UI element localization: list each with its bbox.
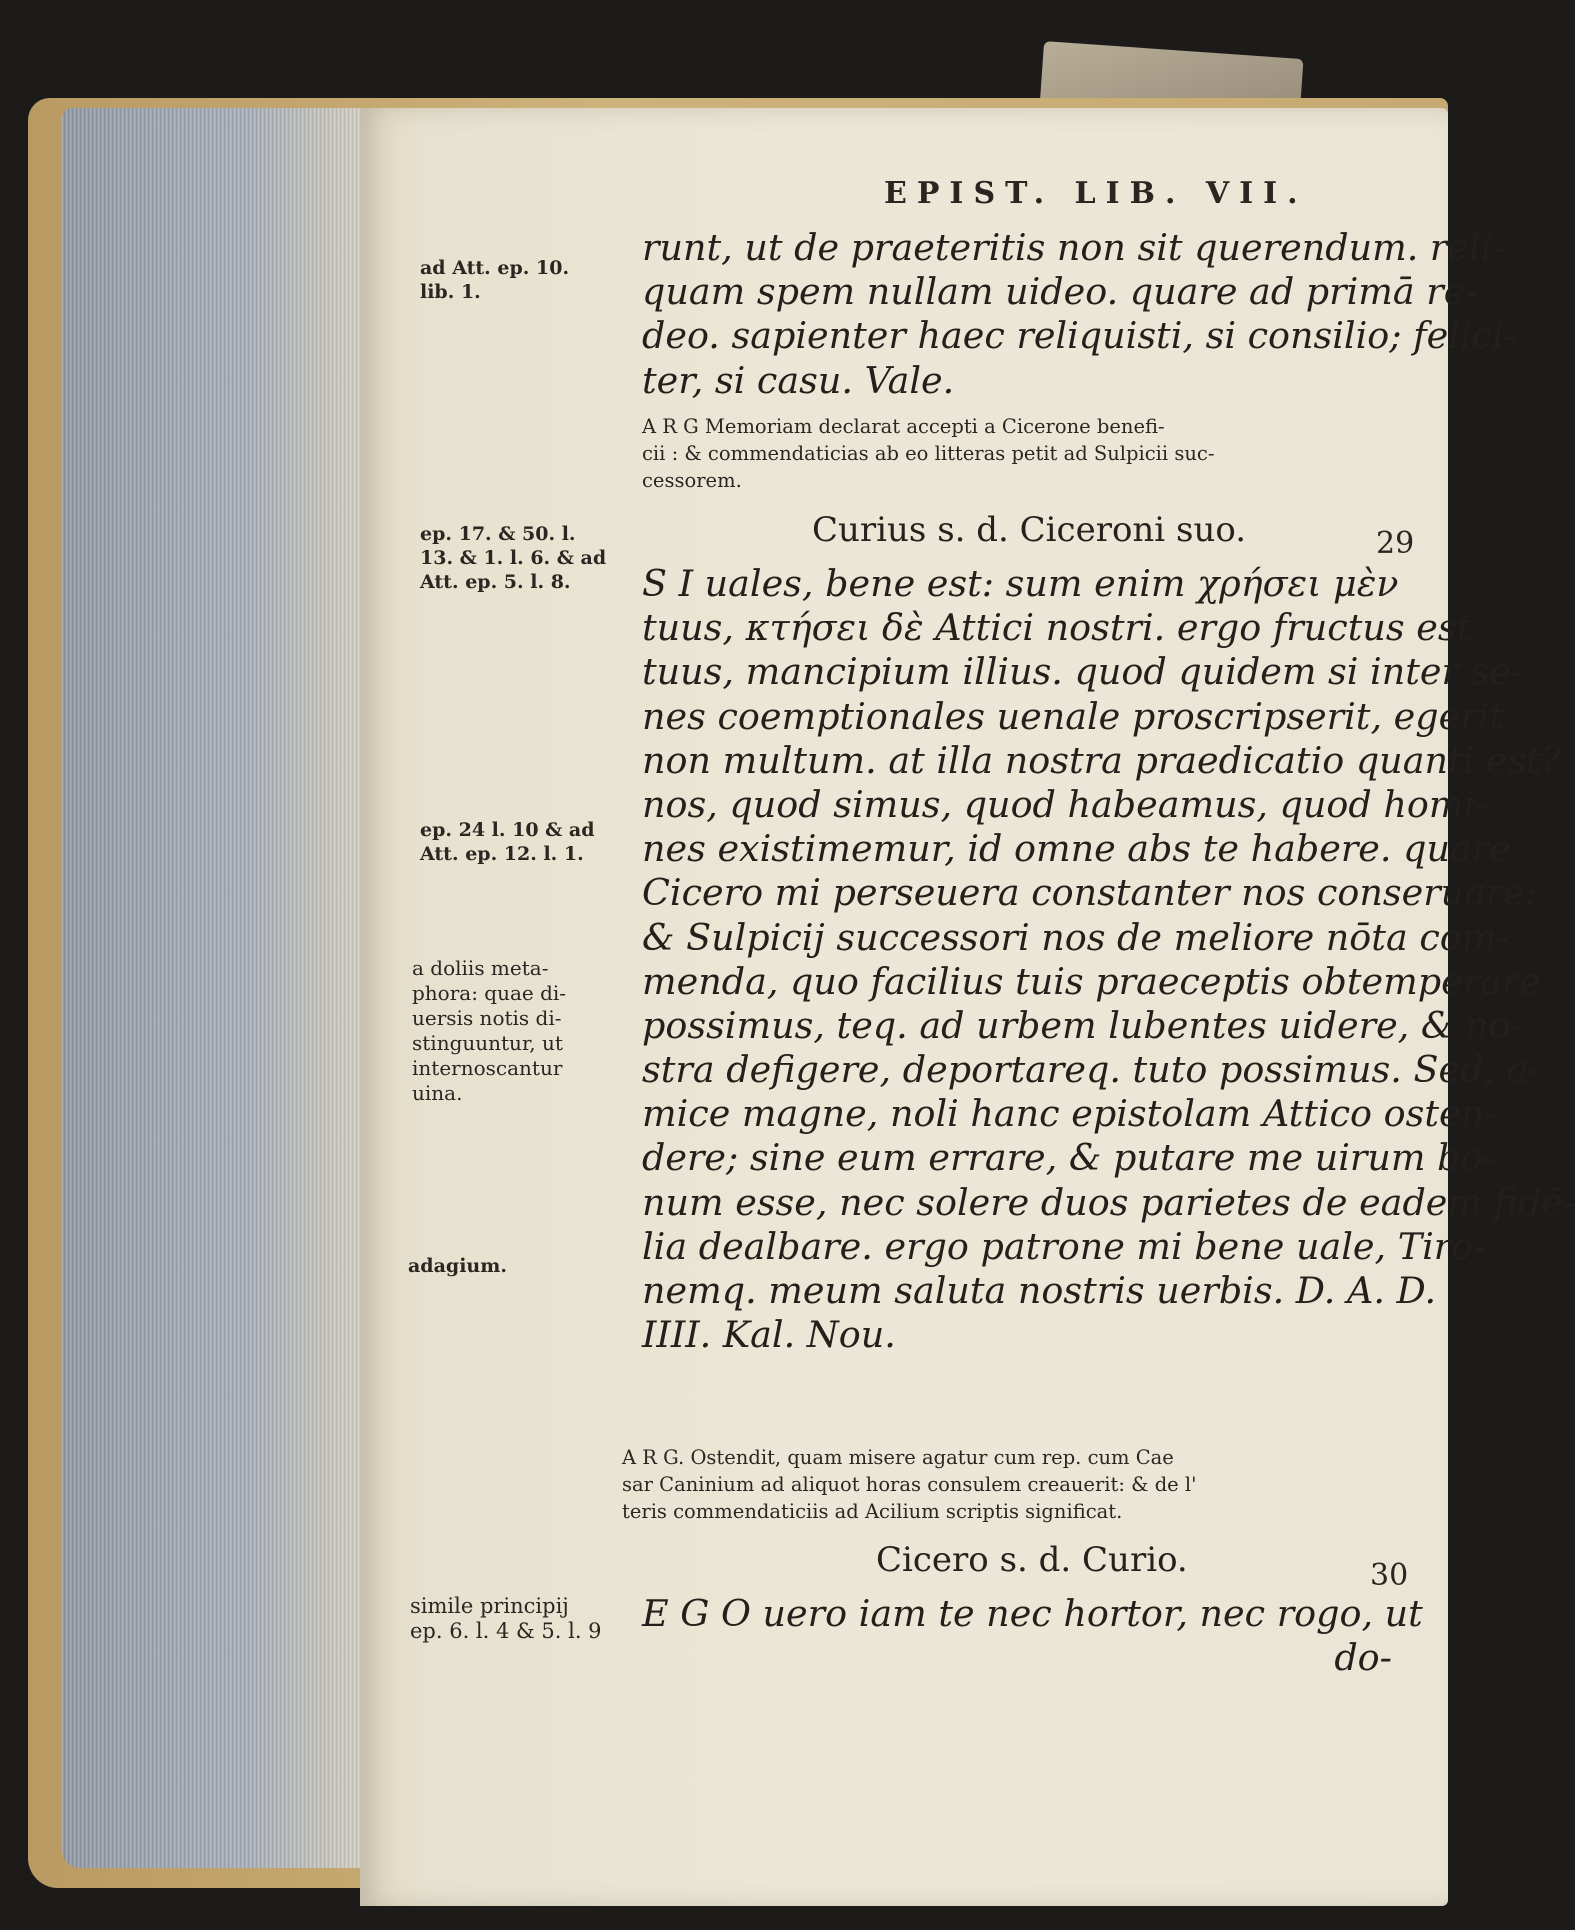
margin-note-5 [408, 1254, 507, 1278]
margin-line: ad Att. ep. 10. [420, 257, 570, 279]
text-line: ter, si casu. Vale. [642, 358, 955, 402]
text-line: runt, ut de praeteritis non sit querendum. reli- [642, 226, 1505, 269]
argument-line: sar Caninium ad aliquot horas consulem creauerit: & de l' [622, 1473, 1197, 1496]
letter-heading-30: Cicero s. d. Curio. [876, 1540, 1188, 1580]
margin-line: stinguuntur, ut [412, 1031, 563, 1055]
margin-line: uersis notis di- [412, 1006, 562, 1030]
margin-note-4 [412, 956, 566, 1106]
text-line: stra defigere, deportareq. tuto possimus. Sed, a- [642, 1048, 1541, 1092]
margin-note-2 [420, 522, 606, 594]
page-edges [62, 108, 382, 1868]
text-line: lia dealbare. ergo patrone mi bene uale, Tiro- [642, 1224, 1486, 1268]
letter-number-30: 30 [1370, 1558, 1409, 1593]
text-line: Cicero mi perseuera constanter nos conseruare: [642, 871, 1538, 915]
margin-note-3 [420, 818, 595, 866]
text-line: quam spem nullam uideo. quare ad primā re- [642, 270, 1478, 314]
text-line: num esse, nec solere duos parietes de eadem fidē- [642, 1180, 1575, 1224]
argument-line: A R G Memoriam declarat accepti a Cicerone benefi- [642, 415, 1165, 438]
text-line: tuus, mancipium illius. quod quidem si inter se- [642, 650, 1524, 694]
text-line: non multum. at illa nostra praedicatio quanti est? [642, 738, 1561, 782]
margin-line: adagium. [408, 1255, 507, 1277]
text-line: IIII. Kal. Nou. [642, 1313, 896, 1357]
text-line: nos, quod simus, quod habeamus, quod homi- [642, 782, 1488, 826]
argument-line: teris commendaticiis ad Acilium scriptis significat. [622, 1500, 1123, 1523]
running-header: EPIST. LIB. VII. [884, 176, 1308, 211]
text-line: menda, quo facilius tuis praeceptis obtemperare [642, 959, 1541, 1003]
letter-heading-29: Curius s. d. Ciceroni suo. [812, 510, 1247, 550]
text-line: dere; sine eum errare, & putare me uirum bo- [642, 1136, 1495, 1180]
margin-line: phora: quae di- [412, 981, 567, 1005]
text-line: nemq. meum saluta nostris uerbis. D. A. D. [642, 1269, 1437, 1312]
margin-line: Att. ep. 12. l. 1. [420, 843, 584, 865]
margin-line: a doliis meta- [412, 956, 549, 980]
text-line: deo. sapienter haec reliquisti, si consilio; felici- [642, 314, 1517, 358]
argument-block-2 [622, 1444, 1394, 1525]
margin-line: Att. ep. 5. l. 8. [420, 571, 571, 593]
text-line: mice magne, noli hanc epistolam Attico osten- [642, 1092, 1497, 1136]
margin-note-6 [410, 1594, 602, 1644]
text-line: nes coemptionales uenale proscripserit, egerit [642, 694, 1505, 738]
argument-line: A R G. Ostendit, quam misere agatur cum rep. cum Cae [622, 1446, 1174, 1469]
margin-line: ep. 6. l. 4 & 5. l. 9 [410, 1619, 602, 1643]
margin-line: simile principij [410, 1594, 569, 1618]
margin-line: ep. 24 l. 10 & ad [420, 819, 595, 841]
letter-body-30 [642, 1592, 1423, 1680]
text-line: S I uales, bene est: sum enim χρήσει μὲν [642, 562, 1399, 605]
argument-block-1 [642, 413, 1414, 494]
letter-body-29 [642, 562, 1575, 1357]
margin-line: internoscantur [412, 1056, 563, 1080]
argument-line: cii : & commendaticias ab eo litteras petit ad Sulpicii suc- [642, 442, 1215, 465]
argument-line: cessorem. [642, 469, 742, 492]
text-line: tuus, κτήσει δὲ Attici nostri. ergo fructus est [642, 606, 1472, 650]
margin-note-1 [420, 256, 569, 304]
text-line: & Sulpicij successori nos de meliore nōta com- [642, 915, 1509, 959]
margin-line: uina. [412, 1081, 463, 1105]
text-line: E G O uero iam te nec hortor, nec rogo, ut [642, 1592, 1423, 1635]
margin-line: ep. 17. & 50. l. [420, 523, 576, 545]
catchword: do- [1334, 1636, 1392, 1680]
text-line: possimus, teq. ad urbem lubentes uidere, & no- [642, 1003, 1523, 1047]
letter-number-29: 29 [1376, 526, 1415, 561]
margin-line: lib. 1. [420, 281, 481, 303]
main-text-block-1 [642, 226, 1517, 403]
margin-line: 13. & 1. l. 6. & ad [420, 547, 607, 569]
text-line: nes existimemur, id omne abs te habere. quare [642, 827, 1511, 871]
